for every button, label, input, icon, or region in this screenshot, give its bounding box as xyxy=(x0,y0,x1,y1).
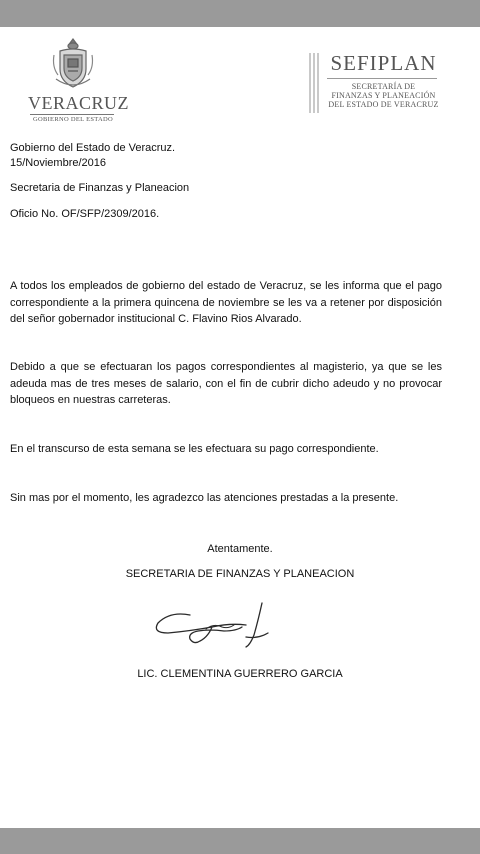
veracruz-logo xyxy=(28,35,130,129)
date-line: 15/Noviembre/2016 xyxy=(10,157,107,169)
veracruz-logo-divider xyxy=(30,114,114,115)
bottom-frame-bar xyxy=(0,828,480,854)
veracruz-logo-text: VERACRUZ xyxy=(28,93,130,113)
top-frame-bar xyxy=(0,0,480,27)
sender-line: Gobierno del Estado de Veracruz. xyxy=(10,142,176,154)
paragraph-payment-timing: En el transcurso de esta semana se les efectuara su pago correspondiente. xyxy=(10,443,379,455)
veracruz-logo-subtitle: GOBIERNO DEL ESTADO xyxy=(32,116,114,123)
paragraph-closing-remarks: Sin mas por el momento, les agradezco las atenciones prestadas a la presente. xyxy=(10,492,399,504)
sefiplan-logo-subtitle xyxy=(322,82,445,109)
sefiplan-subtitle-line: DEL ESTADO DE VERACRUZ xyxy=(328,100,439,109)
paragraph-retention-notice: A todos los empleados de gobierno del estado de Veracruz, se les informa que el pago correspondiente a la primera quincena de noviembre se les va a retener por disposición del señor gobernador institucional C. Flavino Rios Alvarado. xyxy=(10,280,442,325)
paragraph-reason: Debido a que se efectuaran los pagos correspondientes al magisterio, ya que se les adeuda mas de tres meses de salario, con el fin de cubrir dicho adeudo y no provocar bloqueos en nuestras carreteras. xyxy=(10,361,442,406)
reference-number: Oficio No. OF/SFP/2309/2016. xyxy=(10,208,160,220)
letter-page xyxy=(0,27,480,828)
signatory-department: SECRETARIA DE FINANZAS Y PLANEACION xyxy=(125,568,355,580)
sefiplan-subtitle-line: FINANZAS Y PLANEACIÓN xyxy=(331,91,436,100)
handwritten-signature xyxy=(150,597,280,667)
closing-salutation: Atentamente. xyxy=(207,543,273,555)
department-line: Secretaria de Finanzas y Planeacion xyxy=(10,182,190,194)
sefiplan-logo-stripes xyxy=(309,53,319,113)
veracruz-coat-of-arms-icon xyxy=(50,35,96,91)
sefiplan-logo-text: SEFIPLAN xyxy=(330,51,437,75)
sefiplan-logo xyxy=(305,51,445,121)
sefiplan-subtitle-line: SECRETARÍA DE xyxy=(351,82,416,91)
signatory-name: LIC. CLEMENTINA GUERRERO GARCIA xyxy=(137,668,343,680)
sefiplan-logo-divider xyxy=(327,78,437,79)
